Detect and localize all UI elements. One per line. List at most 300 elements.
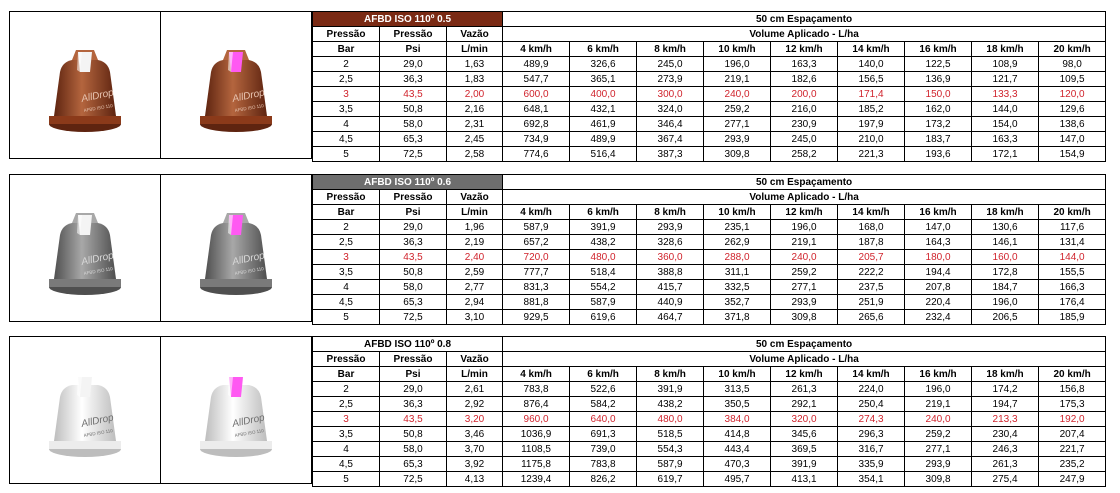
speed-header: 18 km/h [972,42,1039,57]
volume-cell: 293,9 [704,132,771,147]
volume-cell: 196,0 [771,220,838,235]
volume-cell: 147,0 [1039,132,1106,147]
speed-header: 12 km/h [771,42,838,57]
volume-cell: 160,0 [972,250,1039,265]
pressure-psi-cell: 36,3 [380,397,447,412]
volume-cell: 367,4 [637,132,704,147]
volume-cell: 774,6 [503,147,570,162]
volume-cell: 155,5 [1039,265,1106,280]
table-row [313,310,1106,325]
volume-cell: 136,9 [905,72,972,87]
volume-cell: 220,4 [905,295,972,310]
volume-cell: 259,2 [905,427,972,442]
volume-cell: 518,5 [637,427,704,442]
unit-bar: Bar [313,42,380,57]
volume-cell: 293,9 [771,295,838,310]
volume-cell: 206,5 [972,310,1039,325]
volume-header: Volume Aplicado - L/ha [503,190,1106,205]
table-title-row [313,337,1106,352]
speed-header: 6 km/h [570,42,637,57]
volume-cell: 309,8 [704,147,771,162]
nozzle-photo-icon [161,175,311,321]
volume-cell: 224,0 [838,382,905,397]
volume-cell: 150,0 [905,87,972,102]
flow-cell: 2,19 [447,235,503,250]
table-row [313,427,1106,442]
flow-cell: 2,31 [447,117,503,132]
volume-cell: 122,5 [905,57,972,72]
volume-cell: 384,0 [704,412,771,427]
svg-text:AFBD ISO 110: AFBD ISO 110 [234,427,265,438]
volume-cell: 247,9 [1039,472,1106,487]
volume-cell: 205,7 [838,250,905,265]
volume-cell: 292,1 [771,397,838,412]
pressure-psi-header: Pressão [380,27,447,42]
table-row [313,57,1106,72]
unit-psi: Psi [380,367,447,382]
volume-cell: 1036,9 [503,427,570,442]
volume-cell: 320,0 [771,412,838,427]
volume-cell: 388,8 [637,265,704,280]
volume-cell: 587,9 [637,457,704,472]
svg-text:AFBD ISO 110: AFBD ISO 110 [234,102,265,113]
volume-cell: 237,5 [838,280,905,295]
volume-cell: 163,3 [771,57,838,72]
pressure-psi-cell: 29,0 [380,220,447,235]
flow-cell: 2,40 [447,250,503,265]
flow-cell: 2,59 [447,265,503,280]
volume-cell: 121,7 [972,72,1039,87]
pressure-psi-header: Pressão [380,352,447,367]
table-header-row [313,190,1106,205]
table-header-row [313,27,1106,42]
table-units-row [313,205,1106,220]
table-row [313,72,1106,87]
speed-header: 10 km/h [704,42,771,57]
pressure-bar-cell: 4 [313,280,380,295]
volume-cell: 324,0 [637,102,704,117]
flow-cell: 3,46 [447,427,503,442]
pressure-psi-cell: 43,5 [380,87,447,102]
volume-cell: 196,0 [905,382,972,397]
speed-header: 4 km/h [503,42,570,57]
volume-cell: 172,1 [972,147,1039,162]
flow-cell: 3,10 [447,310,503,325]
speed-header: 14 km/h [838,367,905,382]
volume-cell: 739,0 [570,442,637,457]
speed-header: 16 km/h [905,367,972,382]
volume-cell: 265,6 [838,310,905,325]
volume-cell: 154,0 [972,117,1039,132]
nozzle-photo-icon [161,12,311,158]
volume-cell: 187,8 [838,235,905,250]
speed-header: 20 km/h [1039,205,1106,220]
unit-lmin: L/min [447,42,503,57]
volume-cell: 183,7 [905,132,972,147]
pressure-bar-cell: 4 [313,117,380,132]
svg-text:AllDrop: AllDrop [231,412,266,430]
svg-text:AllDrop: AllDrop [80,87,115,105]
volume-cell: 1108,5 [503,442,570,457]
volume-cell: 309,8 [771,310,838,325]
volume-cell: 369,5 [771,442,838,457]
svg-text:AllDrop: AllDrop [80,412,115,430]
application-rate-table [312,174,1106,325]
volume-cell: 831,3 [503,280,570,295]
unit-psi: Psi [380,42,447,57]
pressure-bar-cell: 2 [313,220,380,235]
volume-cell: 328,6 [637,235,704,250]
pressure-bar-cell: 2,5 [313,72,380,87]
speed-header: 16 km/h [905,42,972,57]
speed-header: 10 km/h [704,205,771,220]
flow-cell: 1,83 [447,72,503,87]
volume-cell: 219,1 [771,235,838,250]
volume-cell: 587,9 [503,220,570,235]
volume-cell: 147,0 [905,220,972,235]
volume-cell: 277,1 [771,280,838,295]
volume-cell: 98,0 [1039,57,1106,72]
volume-cell: 400,0 [570,87,637,102]
volume-cell: 258,2 [771,147,838,162]
spacing-header: 50 cm Espaçamento [503,175,1106,190]
volume-cell: 316,7 [838,442,905,457]
pressure-bar-cell: 2,5 [313,235,380,250]
volume-cell: 554,2 [570,280,637,295]
pressure-psi-cell: 36,3 [380,235,447,250]
nozzle-model-title: AFBD ISO 110º 0.8 [313,337,503,352]
pressure-bar-cell: 3 [313,250,380,265]
volume-cell: 185,9 [1039,310,1106,325]
volume-cell: 251,9 [838,295,905,310]
table-row [313,280,1106,295]
volume-cell: 146,1 [972,235,1039,250]
nozzle-image-cell [9,11,161,159]
volume-cell: 440,9 [637,295,704,310]
volume-cell: 245,0 [771,132,838,147]
volume-cell: 235,1 [704,220,771,235]
volume-cell: 332,5 [704,280,771,295]
flow-cell: 3,20 [447,412,503,427]
table-units-row [313,42,1106,57]
volume-cell: 554,3 [637,442,704,457]
volume-cell: 391,9 [637,382,704,397]
table-row [313,472,1106,487]
volume-cell: 288,0 [704,250,771,265]
volume-cell: 734,9 [503,132,570,147]
volume-cell: 277,1 [704,117,771,132]
pressure-bar-cell: 5 [313,310,380,325]
volume-cell: 194,7 [972,397,1039,412]
volume-cell: 207,8 [905,280,972,295]
volume-cell: 140,0 [838,57,905,72]
volume-cell: 162,0 [905,102,972,117]
speed-header: 4 km/h [503,367,570,382]
table-row [313,457,1106,472]
volume-cell: 371,8 [704,310,771,325]
speed-header: 12 km/h [771,205,838,220]
speed-header: 10 km/h [704,367,771,382]
unit-lmin: L/min [447,205,503,220]
volume-cell: 219,1 [704,72,771,87]
volume-cell: 245,0 [637,57,704,72]
flow-header: Vazão [447,190,503,205]
nozzle-photo-icon [10,175,160,321]
pressure-psi-cell: 43,5 [380,250,447,265]
volume-cell: 185,2 [838,102,905,117]
volume-cell: 156,5 [838,72,905,87]
application-rate-table [312,11,1106,162]
svg-text:AFBD ISO 110: AFBD ISO 110 [83,102,114,113]
unit-bar: Bar [313,367,380,382]
pressure-psi-cell: 72,5 [380,147,447,162]
volume-cell: 387,3 [637,147,704,162]
pressure-psi-cell: 36,3 [380,72,447,87]
pressure-bar-cell: 3 [313,412,380,427]
speed-header: 8 km/h [637,367,704,382]
volume-cell: 547,7 [503,72,570,87]
speed-header: 6 km/h [570,367,637,382]
volume-cell: 207,4 [1039,427,1106,442]
volume-cell: 352,7 [704,295,771,310]
volume-cell: 262,9 [704,235,771,250]
table-row [313,117,1106,132]
volume-cell: 480,0 [637,412,704,427]
volume-cell: 117,6 [1039,220,1106,235]
volume-cell: 120,0 [1039,87,1106,102]
volume-cell: 221,7 [1039,442,1106,457]
volume-cell: 648,1 [503,102,570,117]
volume-cell: 156,8 [1039,382,1106,397]
speed-header: 20 km/h [1039,42,1106,57]
speed-header: 8 km/h [637,205,704,220]
volume-cell: 164,3 [905,235,972,250]
volume-cell: 350,5 [704,397,771,412]
volume-cell: 172,8 [972,265,1039,280]
volume-cell: 415,7 [637,280,704,295]
volume-cell: 311,1 [704,265,771,280]
pressure-psi-cell: 72,5 [380,310,447,325]
pressure-psi-cell: 50,8 [380,102,447,117]
pressure-psi-cell: 29,0 [380,57,447,72]
volume-cell: 293,9 [637,220,704,235]
volume-cell: 144,0 [972,102,1039,117]
volume-cell: 783,8 [570,457,637,472]
volume-cell: 438,2 [570,235,637,250]
svg-text:AllDrop: AllDrop [231,250,266,268]
volume-cell: 184,7 [972,280,1039,295]
volume-cell: 413,1 [771,472,838,487]
volume-cell: 489,9 [503,57,570,72]
volume-cell: 166,3 [1039,280,1106,295]
pressure-psi-cell: 65,3 [380,295,447,310]
volume-cell: 216,0 [771,102,838,117]
pressure-psi-cell: 72,5 [380,472,447,487]
unit-psi: Psi [380,205,447,220]
volume-cell: 259,2 [704,102,771,117]
pressure-bar-cell: 4,5 [313,132,380,147]
volume-cell: 335,9 [838,457,905,472]
pressure-psi-cell: 50,8 [380,265,447,280]
volume-cell: 354,1 [838,472,905,487]
table-row [313,442,1106,457]
volume-cell: 495,7 [704,472,771,487]
pressure-psi-cell: 58,0 [380,117,447,132]
pressure-bar-cell: 5 [313,147,380,162]
flow-cell: 2,00 [447,87,503,102]
volume-cell: 1175,8 [503,457,570,472]
pressure-bar-cell: 2 [313,382,380,397]
table-row [313,132,1106,147]
pressure-bar-cell: 3 [313,87,380,102]
volume-cell: 692,8 [503,117,570,132]
pressure-bar-cell: 3,5 [313,427,380,442]
nozzle-section [9,11,1110,159]
volume-cell: 259,2 [771,265,838,280]
volume-cell: 213,3 [972,412,1039,427]
volume-cell: 273,9 [637,72,704,87]
volume-cell: 246,3 [972,442,1039,457]
pressure-psi-cell: 50,8 [380,427,447,442]
flow-header: Vazão [447,27,503,42]
nozzle-model-title: AFBD ISO 110º 0.5 [313,12,503,27]
volume-cell: 196,0 [972,295,1039,310]
volume-cell: 163,3 [972,132,1039,147]
table-title-row [313,175,1106,190]
volume-cell: 197,9 [838,117,905,132]
nozzle-image-cell [9,174,161,322]
table-row [313,147,1106,162]
pressure-psi-header: Pressão [380,190,447,205]
application-rate-table [312,336,1106,487]
table-row [313,220,1106,235]
volume-cell: 109,5 [1039,72,1106,87]
nozzle-image-cell [160,336,312,484]
nozzle-image-cell [160,174,312,322]
volume-cell: 783,8 [503,382,570,397]
volume-cell: 277,1 [905,442,972,457]
speed-header: 6 km/h [570,205,637,220]
volume-cell: 131,4 [1039,235,1106,250]
volume-cell: 777,7 [503,265,570,280]
volume-cell: 470,3 [704,457,771,472]
volume-cell: 240,0 [905,412,972,427]
unit-lmin: L/min [447,367,503,382]
volume-cell: 313,5 [704,382,771,397]
svg-text:AllDrop: AllDrop [80,250,115,268]
table-row [313,412,1106,427]
volume-cell: 138,6 [1039,117,1106,132]
volume-cell: 154,9 [1039,147,1106,162]
volume-cell: 250,4 [838,397,905,412]
svg-text:AFBD ISO 110: AFBD ISO 110 [234,265,265,276]
volume-cell: 222,2 [838,265,905,280]
volume-cell: 176,4 [1039,295,1106,310]
volume-cell: 232,4 [905,310,972,325]
volume-cell: 929,5 [503,310,570,325]
volume-cell: 881,8 [503,295,570,310]
volume-cell: 168,0 [838,220,905,235]
volume-cell: 293,9 [905,457,972,472]
flow-cell: 3,70 [447,442,503,457]
speed-header: 18 km/h [972,367,1039,382]
volume-cell: 414,8 [704,427,771,442]
table-header-row [313,352,1106,367]
volume-cell: 826,2 [570,472,637,487]
table-row [313,382,1106,397]
volume-cell: 196,0 [704,57,771,72]
nozzle-photo-icon [10,12,160,158]
volume-cell: 518,4 [570,265,637,280]
volume-cell: 171,4 [838,87,905,102]
volume-cell: 133,3 [972,87,1039,102]
volume-cell: 108,9 [972,57,1039,72]
svg-text:AFBD ISO 110: AFBD ISO 110 [83,427,114,438]
flow-cell: 2,77 [447,280,503,295]
speed-header: 4 km/h [503,205,570,220]
volume-cell: 657,2 [503,235,570,250]
pressure-bar-cell: 2 [313,57,380,72]
volume-cell: 365,1 [570,72,637,87]
table-row [313,102,1106,117]
nozzle-photo-icon [161,337,311,483]
volume-cell: 516,4 [570,147,637,162]
pressure-bar-cell: 4,5 [313,457,380,472]
volume-header: Volume Aplicado - L/ha [503,352,1106,367]
volume-cell: 230,9 [771,117,838,132]
volume-cell: 360,0 [637,250,704,265]
volume-cell: 391,9 [771,457,838,472]
volume-cell: 432,1 [570,102,637,117]
flow-cell: 3,92 [447,457,503,472]
volume-cell: 480,0 [570,250,637,265]
spacing-header: 50 cm Espaçamento [503,12,1106,27]
volume-cell: 192,0 [1039,412,1106,427]
volume-cell: 438,2 [637,397,704,412]
pressure-bar-cell: 4,5 [313,295,380,310]
speed-header: 8 km/h [637,42,704,57]
volume-cell: 522,6 [570,382,637,397]
nozzle-photo-icon [10,337,160,483]
volume-cell: 960,0 [503,412,570,427]
flow-cell: 2,58 [447,147,503,162]
volume-cell: 691,3 [570,427,637,442]
volume-cell: 261,3 [771,382,838,397]
volume-cell: 443,4 [704,442,771,457]
table-row [313,87,1106,102]
flow-cell: 2,94 [447,295,503,310]
spacing-header: 50 cm Espaçamento [503,337,1106,352]
flow-cell: 2,92 [447,397,503,412]
volume-cell: 600,0 [503,87,570,102]
table-row [313,250,1106,265]
pressure-bar-header: Pressão [313,190,380,205]
volume-cell: 200,0 [771,87,838,102]
volume-cell: 346,4 [637,117,704,132]
flow-cell: 2,16 [447,102,503,117]
pressure-bar-cell: 4 [313,442,380,457]
volume-cell: 174,2 [972,382,1039,397]
table-row [313,235,1106,250]
volume-cell: 275,4 [972,472,1039,487]
flow-cell: 4,13 [447,472,503,487]
volume-cell: 345,6 [771,427,838,442]
table-units-row [313,367,1106,382]
volume-cell: 173,2 [905,117,972,132]
volume-cell: 219,1 [905,397,972,412]
pressure-bar-cell: 5 [313,472,380,487]
volume-cell: 296,3 [838,427,905,442]
